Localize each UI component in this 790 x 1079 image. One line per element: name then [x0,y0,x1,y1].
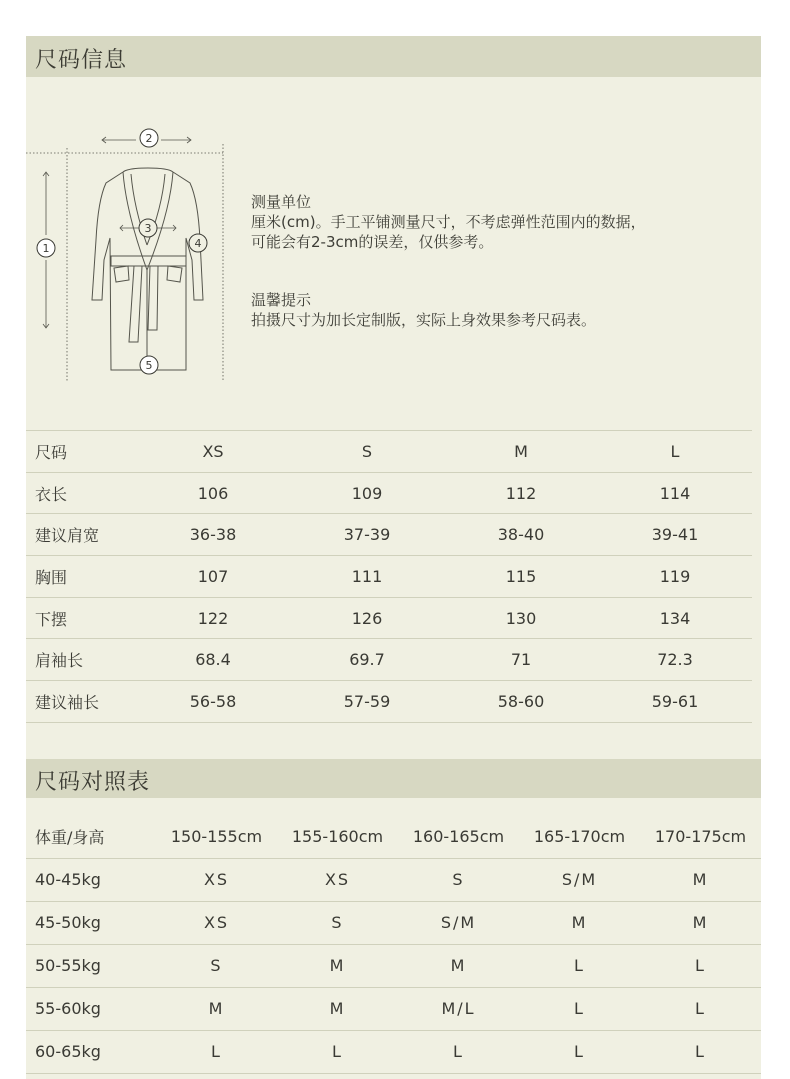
marker-5-label: 5 [145,359,153,372]
table-cell: 115 [444,556,598,598]
table-cell: 39-41 [598,514,752,556]
marker-1-label: 1 [42,242,50,255]
table-cell: 134 [598,597,752,639]
row-label: 45-50kg [26,901,156,944]
table-cell: S [290,431,444,473]
row-label: 建议袖长 [26,681,136,723]
table-cell: 165-170cm [519,815,640,858]
table-cell: 69.7 [290,639,444,681]
table-cell: L [156,1030,277,1073]
size-row [26,597,752,639]
table-cell: 114 [598,472,752,514]
table-cell: L [519,944,640,987]
table-cell: M [444,431,598,473]
ref-row-header [26,815,761,858]
table-cell: M [640,858,761,901]
table-cell: 36-38 [136,514,290,556]
marker-5 [140,356,158,374]
table-cell: 68.4 [136,639,290,681]
size-row [26,472,752,514]
row-label: 50-55kg [26,944,156,987]
size-reference-table [26,815,761,1074]
table-cell: 71 [444,639,598,681]
table-cell: L [398,1030,519,1073]
marker-3-label: 3 [144,222,152,235]
measure-unit-title: 测量单位 [251,193,312,211]
table-cell: XS [156,901,277,944]
size-row [26,514,752,556]
ref-row [26,858,761,901]
table-cell: S [277,901,398,944]
marker-4-label: 4 [194,237,202,250]
measure-unit-line1: 厘米(cm)。手工平铺测量尺寸，不考虑弹性范围内的数据， [251,213,646,231]
tip-title: 温馨提示 [251,291,312,309]
table-cell: L [598,431,752,473]
row-label: 下摆 [26,597,136,639]
marker-4 [189,234,207,252]
row-label: 衣长 [26,472,136,514]
row-label: 体重/身高 [26,815,156,858]
table-cell: 37-39 [290,514,444,556]
table-cell: 130 [444,597,598,639]
row-label: 肩袖长 [26,639,136,681]
size-chart-title: 尺码对照表 [35,770,151,795]
ref-row [26,987,761,1030]
robe-measurement-diagram [26,120,231,385]
table-cell: 119 [598,556,752,598]
table-cell: 160-165cm [398,815,519,858]
table-cell: 170-175cm [640,815,761,858]
marker-2 [140,129,158,147]
ref-row [26,1030,761,1073]
size-row [26,681,752,723]
table-cell: 112 [444,472,598,514]
table-cell: L [640,944,761,987]
size-info-title: 尺码信息 [35,48,128,73]
row-label: 60-65kg [26,1030,156,1073]
measure-unit-line2: 可能会有2-3cm的误差，仅供参考。 [251,233,494,251]
table-cell: 59-61 [598,681,752,723]
table-cell: 150-155cm [156,815,277,858]
table-cell: M [277,987,398,1030]
table-cell: L [519,1030,640,1073]
measure-unit-note [251,192,646,252]
size-row [26,639,752,681]
table-cell: 106 [136,472,290,514]
table-cell: 56-58 [136,681,290,723]
table-cell: XS [277,858,398,901]
marker-2-label: 2 [145,132,153,145]
table-cell: L [277,1030,398,1073]
table-cell: 122 [136,597,290,639]
table-cell: S [398,858,519,901]
table-cell: L [519,987,640,1030]
table-cell: M [277,944,398,987]
table-cell: 57-59 [290,681,444,723]
table-cell: 111 [290,556,444,598]
row-label: 尺码 [26,431,136,473]
marker-1 [37,239,55,257]
table-cell: XS [136,431,290,473]
table-cell: 58-60 [444,681,598,723]
table-cell: S/M [398,901,519,944]
table-cell: M [640,901,761,944]
table-cell: M/L [398,987,519,1030]
table-cell: 109 [290,472,444,514]
table-cell: S/M [519,858,640,901]
table-cell: L [640,1030,761,1073]
size-measurement-table [26,430,752,723]
table-cell: 155-160cm [277,815,398,858]
size-row [26,556,752,598]
table-cell: 72.3 [598,639,752,681]
row-label: 40-45kg [26,858,156,901]
row-label: 建议肩宽 [26,514,136,556]
table-cell: M [156,987,277,1030]
size-info-header [26,36,761,77]
table-cell: XS [156,858,277,901]
table-cell: L [640,987,761,1030]
ref-row [26,944,761,987]
tip-note [251,290,596,330]
table-cell: 38-40 [444,514,598,556]
tip-line1: 拍摄尺寸为加长定制版，实际上身效果参考尺码表。 [251,311,597,329]
table-cell: 107 [136,556,290,598]
table-cell: M [519,901,640,944]
row-label: 胸围 [26,556,136,598]
size-chart-header [26,759,761,798]
table-cell: M [398,944,519,987]
table-cell: S [156,944,277,987]
marker-3 [139,219,157,237]
table-cell: 126 [290,597,444,639]
row-label: 55-60kg [26,987,156,1030]
ref-row [26,901,761,944]
size-row-header [26,431,752,473]
